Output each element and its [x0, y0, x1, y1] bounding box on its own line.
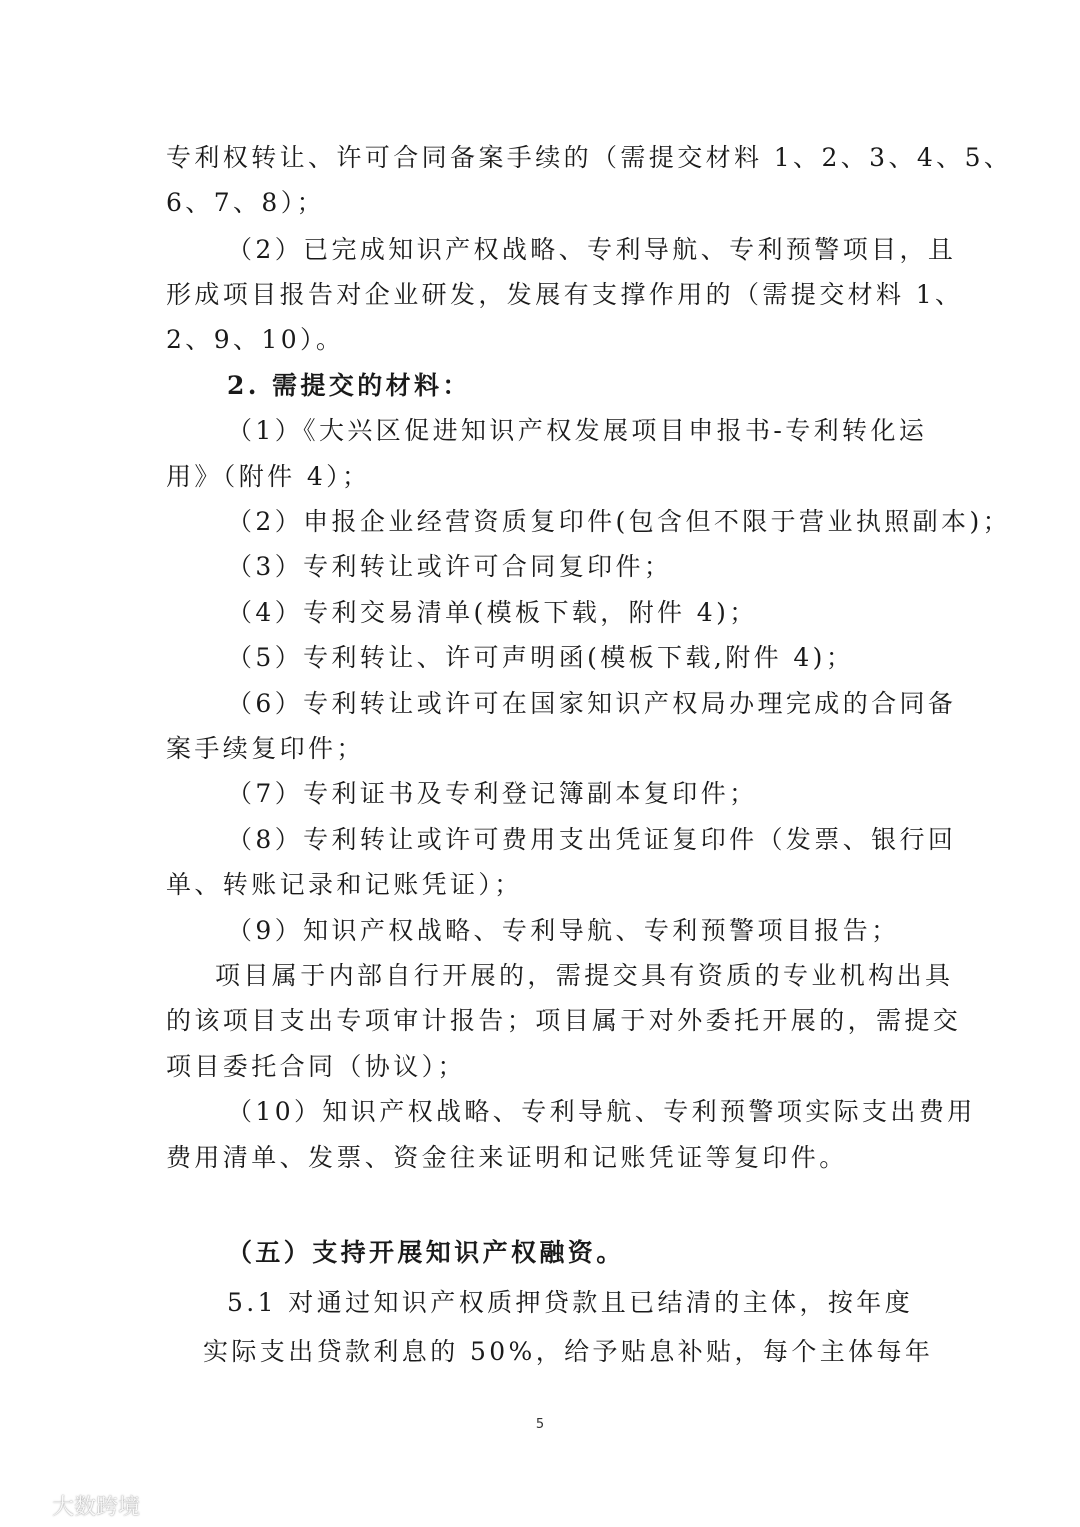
text-line: （2）已完成知识产权战略、专利导航、专利预警项目，且	[227, 235, 957, 264]
text-line: 用》（附件 4）；	[166, 462, 371, 491]
text-line: （9）知识产权战略、专利导航、专利预警项目报告；	[227, 916, 900, 945]
text-line: 案手续复印件；	[166, 734, 365, 763]
text-line: 5.1 对通过知识产权质押贷款且已结清的主体，按年度	[227, 1288, 914, 1317]
section-heading: 2. 需提交的材料：	[227, 371, 471, 400]
text-line: （2）申报企业经营资质复印件(包含但不限于营业执照副本)；	[227, 507, 1012, 536]
text-line: 2、9、10）。	[166, 325, 345, 354]
text-line: （10）知识产权战略、专利导航、专利预警项实际支出费用	[227, 1097, 976, 1126]
text-line: （5）专利转让、许可声明函(模板下载,附件 4)；	[227, 643, 855, 672]
text-line: （4）专利交易清单(模板下载，附件 4)；	[227, 598, 758, 627]
text-line: 单、转账记录和记账凭证）；	[166, 870, 523, 899]
text-line: 费用清单、发票、资金往来证明和记账凭证等复印件。	[166, 1143, 848, 1172]
text-line: （1）《大兴区促进知识产权发展项目申报书-专利转化运	[227, 416, 928, 445]
text-line: 实际支出贷款利息的 50%，给予贴息补贴，每个主体每年	[203, 1337, 934, 1366]
watermark-text: 大数跨境	[52, 1495, 141, 1520]
section-heading: （五）支持开展知识产权融资。	[227, 1238, 625, 1267]
text-line: （3）专利转让或许可合同复印件；	[227, 552, 673, 581]
text-line: 项目属于内部自行开展的，需提交具有资质的专业机构出具	[215, 961, 954, 990]
page-number: 5	[535, 1417, 545, 1432]
text-line: 6、7、8）；	[166, 188, 326, 217]
text-line: （8）专利转让或许可费用支出凭证复印件（发票、银行回	[227, 825, 957, 854]
text-line: （7）专利证书及专利登记簿副本复印件；	[227, 779, 758, 808]
text-line: （6）专利转让或许可在国家知识产权局办理完成的合同备	[227, 689, 957, 718]
text-line: 的该项目支出专项审计报告；项目属于对外委托开展的，需提交	[166, 1006, 962, 1035]
text-line: 项目委托合同（协议）；	[166, 1052, 466, 1081]
weibo-logo-icon	[14, 1493, 46, 1519]
text-line: 形成项目报告对企业研发，发展有支撑作用的（需提交材料 1、	[166, 280, 964, 309]
watermark	[14, 1490, 140, 1521]
text-line: 专利权转让、许可合同备案手续的（需提交材料 1、2、3、4、5、	[166, 143, 1013, 172]
